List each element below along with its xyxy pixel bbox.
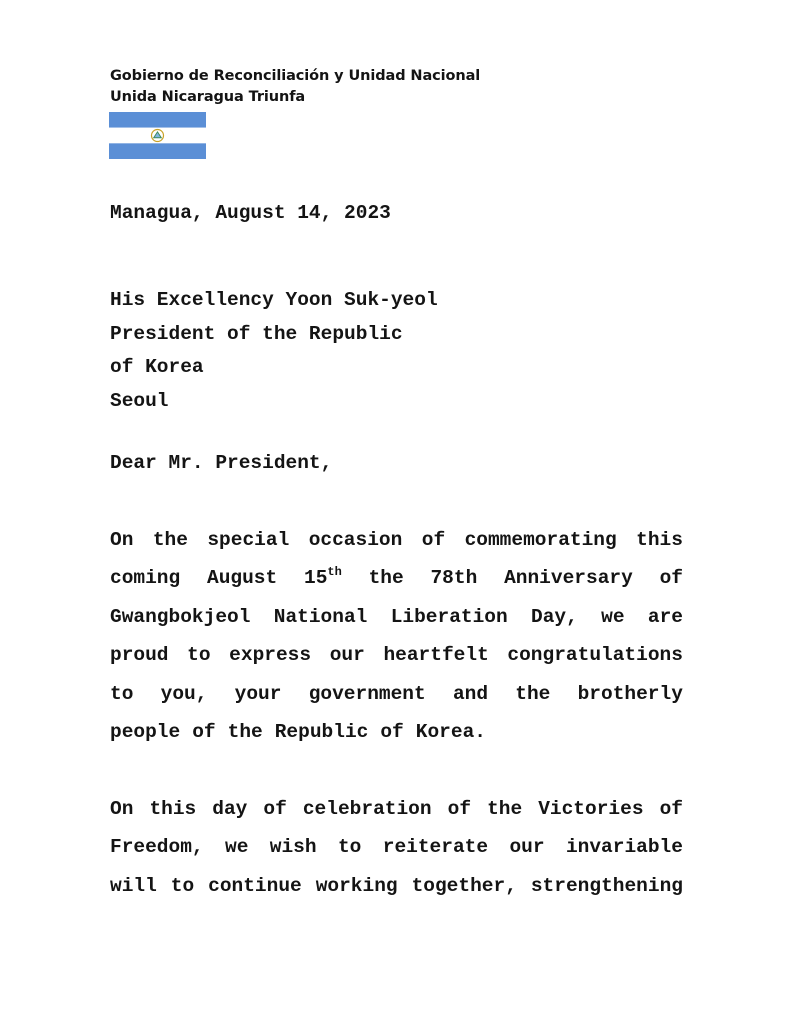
word: On [110, 529, 134, 551]
word: of [659, 798, 683, 820]
recipient-address [110, 284, 438, 418]
flag-bottom-stripe [109, 143, 206, 159]
word: our [509, 836, 545, 859]
word: heartfelt [383, 644, 489, 667]
word: government [308, 682, 426, 705]
word: reiterate [382, 836, 489, 859]
letterhead [110, 66, 480, 108]
word: brotherly [577, 682, 683, 705]
word: Anniversary [504, 567, 633, 590]
word: to [170, 874, 195, 897]
paragraph-line [110, 675, 683, 713]
word: the [487, 798, 523, 820]
paragraph-line [110, 867, 683, 905]
paragraph-line [110, 559, 683, 597]
word: the [515, 682, 551, 705]
word: Freedom, [110, 836, 204, 859]
word: Victories [538, 798, 644, 820]
paragraph-line [110, 521, 683, 559]
flag-top-stripe [109, 112, 206, 128]
word: this [149, 798, 197, 820]
word: the [368, 567, 404, 590]
word: celebration [302, 798, 432, 820]
word: Republic [274, 721, 369, 744]
recipient-line: Seoul [110, 389, 169, 412]
word: of [421, 529, 446, 551]
letter-date: Managua, August 14, 2023 [110, 202, 391, 224]
word: will [110, 874, 157, 897]
word: working [315, 874, 398, 897]
word: Liberation [390, 605, 508, 628]
day-number: 15 [304, 567, 328, 590]
ordinal-suffix: th [327, 565, 342, 580]
word: the [152, 529, 188, 551]
word: the [227, 721, 263, 744]
word: invariable [565, 836, 683, 859]
word: Gwangbokjeol [110, 605, 251, 628]
word: of [263, 798, 287, 820]
letterhead-government-name: Gobierno de Reconciliación y Unidad Nacional [110, 68, 481, 84]
ordinal-date [304, 559, 342, 597]
word: coming [110, 567, 181, 590]
paragraph-line [110, 636, 683, 674]
word: of [192, 721, 216, 744]
word: we [225, 836, 249, 859]
word: National [273, 605, 368, 628]
body-paragraph-2 [110, 790, 683, 905]
word: you, [160, 682, 208, 705]
body-paragraph-1 [110, 521, 683, 751]
word: of [447, 798, 472, 820]
word: Korea. [415, 721, 486, 744]
word: occasion [308, 529, 403, 551]
letterhead-slogan: Unida Nicaragua Triunfa [110, 89, 306, 105]
paragraph-line [110, 790, 683, 828]
word: Day, [531, 605, 578, 628]
word: people [110, 721, 181, 744]
word: express [229, 644, 312, 667]
recipient-line: His Excellency Yoon Suk-yeol [110, 289, 438, 311]
nicaragua-flag-icon [109, 112, 206, 159]
recipient-line: of Korea [110, 356, 204, 378]
word: continue [208, 874, 302, 897]
paragraph-line [110, 598, 683, 636]
paragraph-line [110, 713, 683, 751]
word: and [452, 682, 489, 705]
recipient-line: President of the Republic [110, 322, 403, 345]
word: wish [269, 836, 317, 859]
word: your [234, 682, 282, 705]
word: to [187, 644, 211, 667]
word: of [380, 721, 404, 744]
word: special [207, 529, 290, 551]
word: of [659, 567, 683, 590]
word: commemorating [464, 529, 617, 551]
word: together, [411, 874, 517, 897]
word: 78th [430, 567, 478, 590]
word: are [647, 605, 683, 628]
word: August [207, 567, 278, 590]
word: congratulations [507, 644, 683, 667]
word: we [601, 605, 625, 628]
word: our [329, 644, 365, 667]
word: to [337, 836, 362, 859]
word: to [110, 682, 134, 705]
word: strengthening [530, 874, 683, 897]
salutation: Dear Mr. President, [110, 452, 333, 474]
word: day [212, 798, 248, 820]
word: this [636, 529, 683, 551]
word: proud [110, 644, 169, 667]
word: On [110, 798, 134, 820]
paragraph-line [110, 828, 683, 866]
